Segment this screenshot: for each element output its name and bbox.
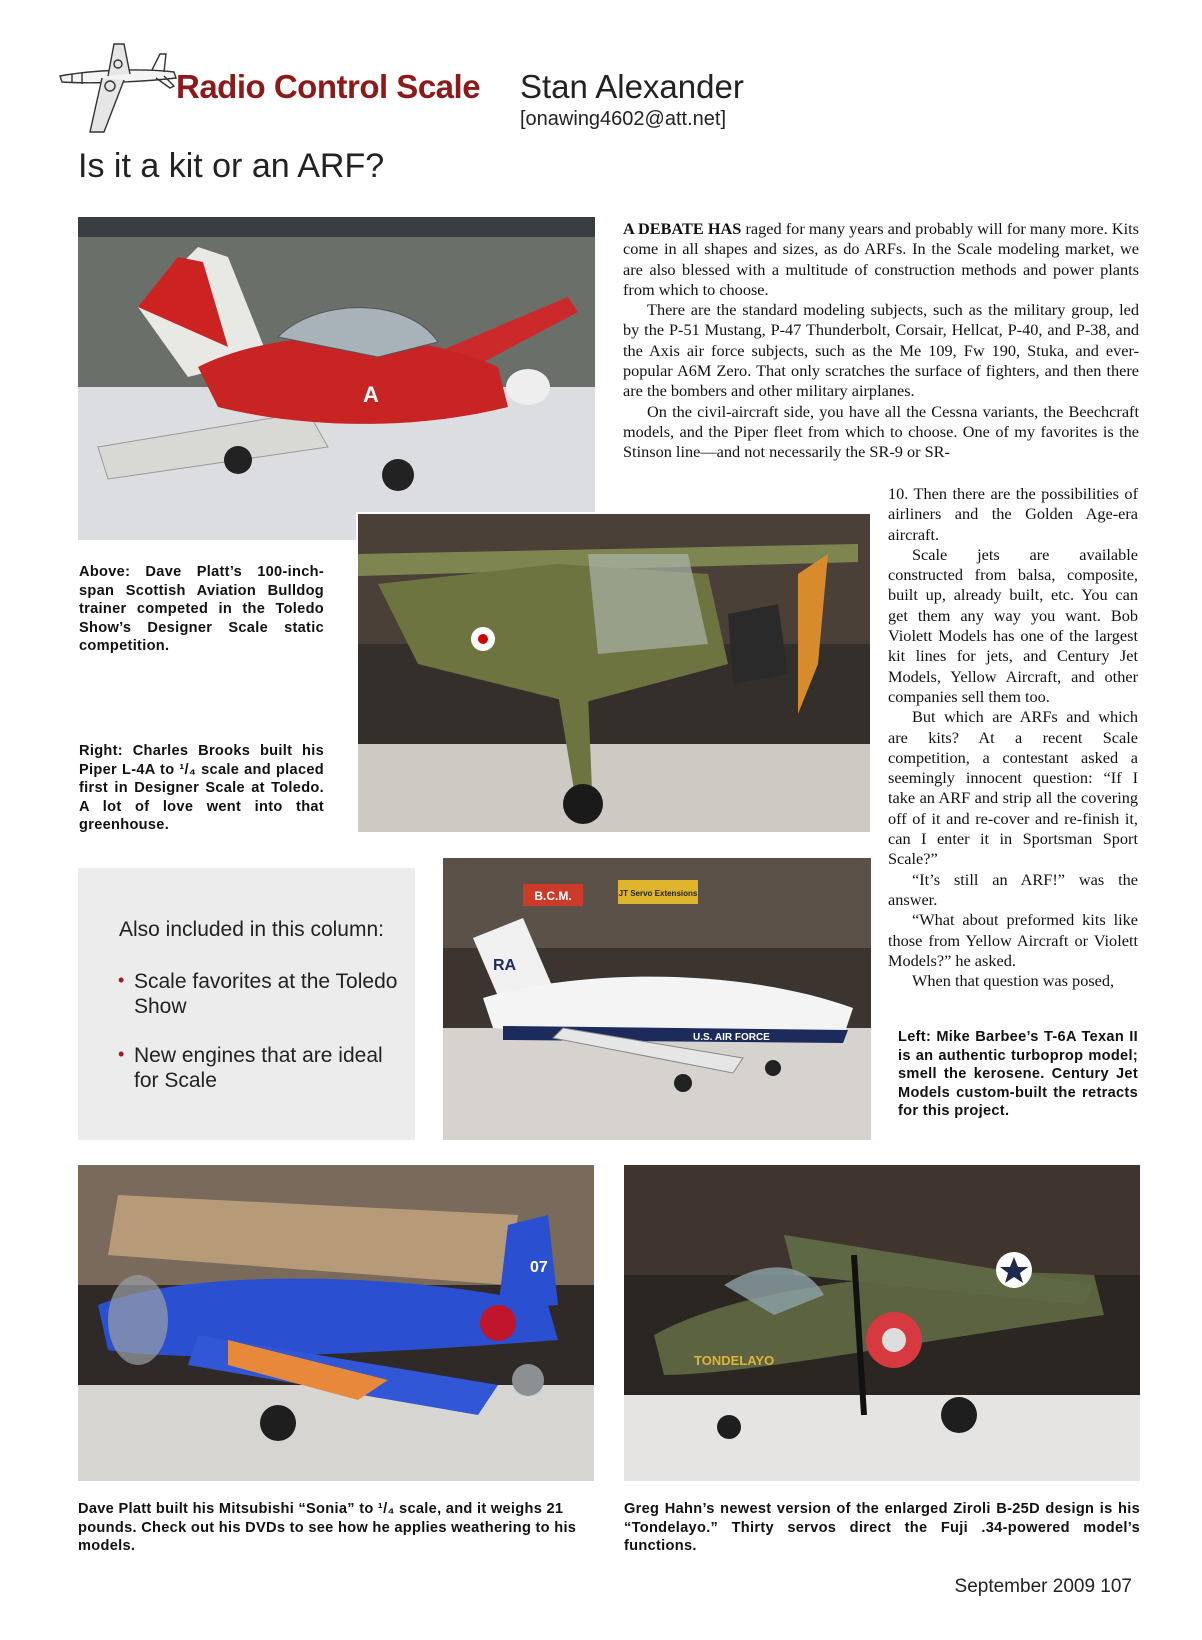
- caption-sonia: Dave Platt built his Mitsubishi “Sonia” to ¹/₄ scale, and it weighs 21 pounds. Check out his DVDs to see how he applies weathering to his models.: [78, 1501, 577, 1555]
- paragraph: But which are ARFs and which are kits? At a recent Scale competition, a contestant asked a seemingly innocent question: “If I take an ARF and strip all the covering off of it and re-cover and re-finish it, can I enter it in Sportsman Sport Scale?”: [888, 707, 1138, 869]
- column-name: Radio Control Scale: [176, 68, 481, 105]
- paragraph: On the civil-aircraft side, you have all the Cessna variants, the Beechcraft models, and the Piper fleet from which to choose. One of my favorites is the Stinson line—and not necessarily the SR-9 or SR-: [623, 401, 1139, 462]
- page-folio: September 2009 107: [954, 1576, 1132, 1597]
- photo-sonia: [78, 1165, 594, 1481]
- author-name: Stan Alexander: [520, 68, 744, 105]
- list-item-text: Scale favorites at the Toledo Show: [134, 970, 398, 1018]
- paragraph: There are the standard modeling subjects, such as the military group, led by the P-51 Mustang, P-47 Thunderbolt, Corsair, Hellcat, P-40, and P-38, and the Axis air force subjects, such as the Me 109, Fw 190, Stuka, and ever-popular A6M Zero. That only scratches the surface of fighters, and then there are the bombers and other military airplanes.: [623, 300, 1139, 401]
- paragraph: Scale jets are available constructed from balsa, composite, built up, already built, etc. You can get them any way you want. Bob Violett Models has one of the largest kit lines for jets, and Century Jet Models, Yellow Aircraft, and other companies sell them too.: [888, 544, 1138, 706]
- photo-piper: [356, 512, 870, 832]
- paragraph: “It’s still an ARF!” was the answer.: [888, 869, 1138, 909]
- photo-bulldog: [78, 217, 595, 540]
- paragraph-text: raged for many years and probably will for many more. Kits come in all shapes and sizes, as do ARFs. In the Scale modeling market, we are also blessed with a multitude of construction methods and power plants from which to choose.: [623, 219, 1139, 299]
- list-item-text: New engines that are ideal for Scale: [134, 1044, 383, 1092]
- column-logo-plane-icon: [52, 40, 180, 140]
- sonia-tail-text: 07: [530, 1259, 548, 1276]
- caption-b25: Greg Hahn’s newest version of the enlarged Ziroli B-25D design is his “Tondelayo.” Thirty servos direct the Fuji .34-powered model’s functions.: [624, 1501, 1140, 1555]
- paragraph: “What about preformed kits like those from Yellow Aircraft or Violett Models?” he asked.: [888, 910, 1138, 970]
- caption-piper: Right: Charles Brooks built his Piper L-4A to ¹/₄ scale and placed first in Designer Scale at Toledo. A lot of love went into that greenhouse.: [79, 743, 324, 834]
- lead-in: A DEBATE HAS: [623, 219, 742, 238]
- bulldog-code-text: A: [363, 382, 379, 407]
- paragraph: 10. Then there are the possibilities of airliners and the Golden Age-era aircraft.: [888, 484, 1138, 544]
- b25-nose-text: TONDELAYO: [694, 1353, 775, 1368]
- paragraph: [623, 219, 1139, 300]
- article-body-upper: [623, 219, 1139, 463]
- article-body-lower: [888, 484, 1138, 991]
- texan-marking-text: U.S. AIR FORCE: [693, 1032, 770, 1043]
- texan-booth-text: B.C.M.: [534, 889, 572, 903]
- caption-bulldog: Above: Dave Platt’s 100-inch-span Scottish Aviation Bulldog trainer competed in the Toledo Show’s Designer Scale static competition.: [79, 564, 324, 655]
- author-email: [onawing4602@att.net]: [520, 108, 727, 130]
- list-item: [118, 969, 398, 1019]
- texan-code-text: RA: [493, 957, 517, 974]
- texan-banner-text: JT Servo Extensions: [618, 889, 698, 898]
- bullet-icon: •: [118, 1044, 125, 1064]
- article-headline: Is it a kit or an ARF?: [78, 147, 385, 185]
- bullet-icon: •: [118, 970, 125, 990]
- caption-texan: Left: Mike Barbee’s T-6A Texan II is an authentic turboprop model; smell the kerosene. Century Jet Models custom-built the retracts for this project.: [898, 1029, 1138, 1120]
- also-included-list: [118, 969, 398, 1117]
- list-item: [118, 1043, 398, 1093]
- also-included-box: [78, 868, 415, 1140]
- photo-texan: [443, 858, 871, 1140]
- photo-b25: [624, 1165, 1140, 1481]
- also-included-title: Also included in this column:: [119, 918, 384, 941]
- paragraph: When that question was posed,: [912, 971, 1115, 991]
